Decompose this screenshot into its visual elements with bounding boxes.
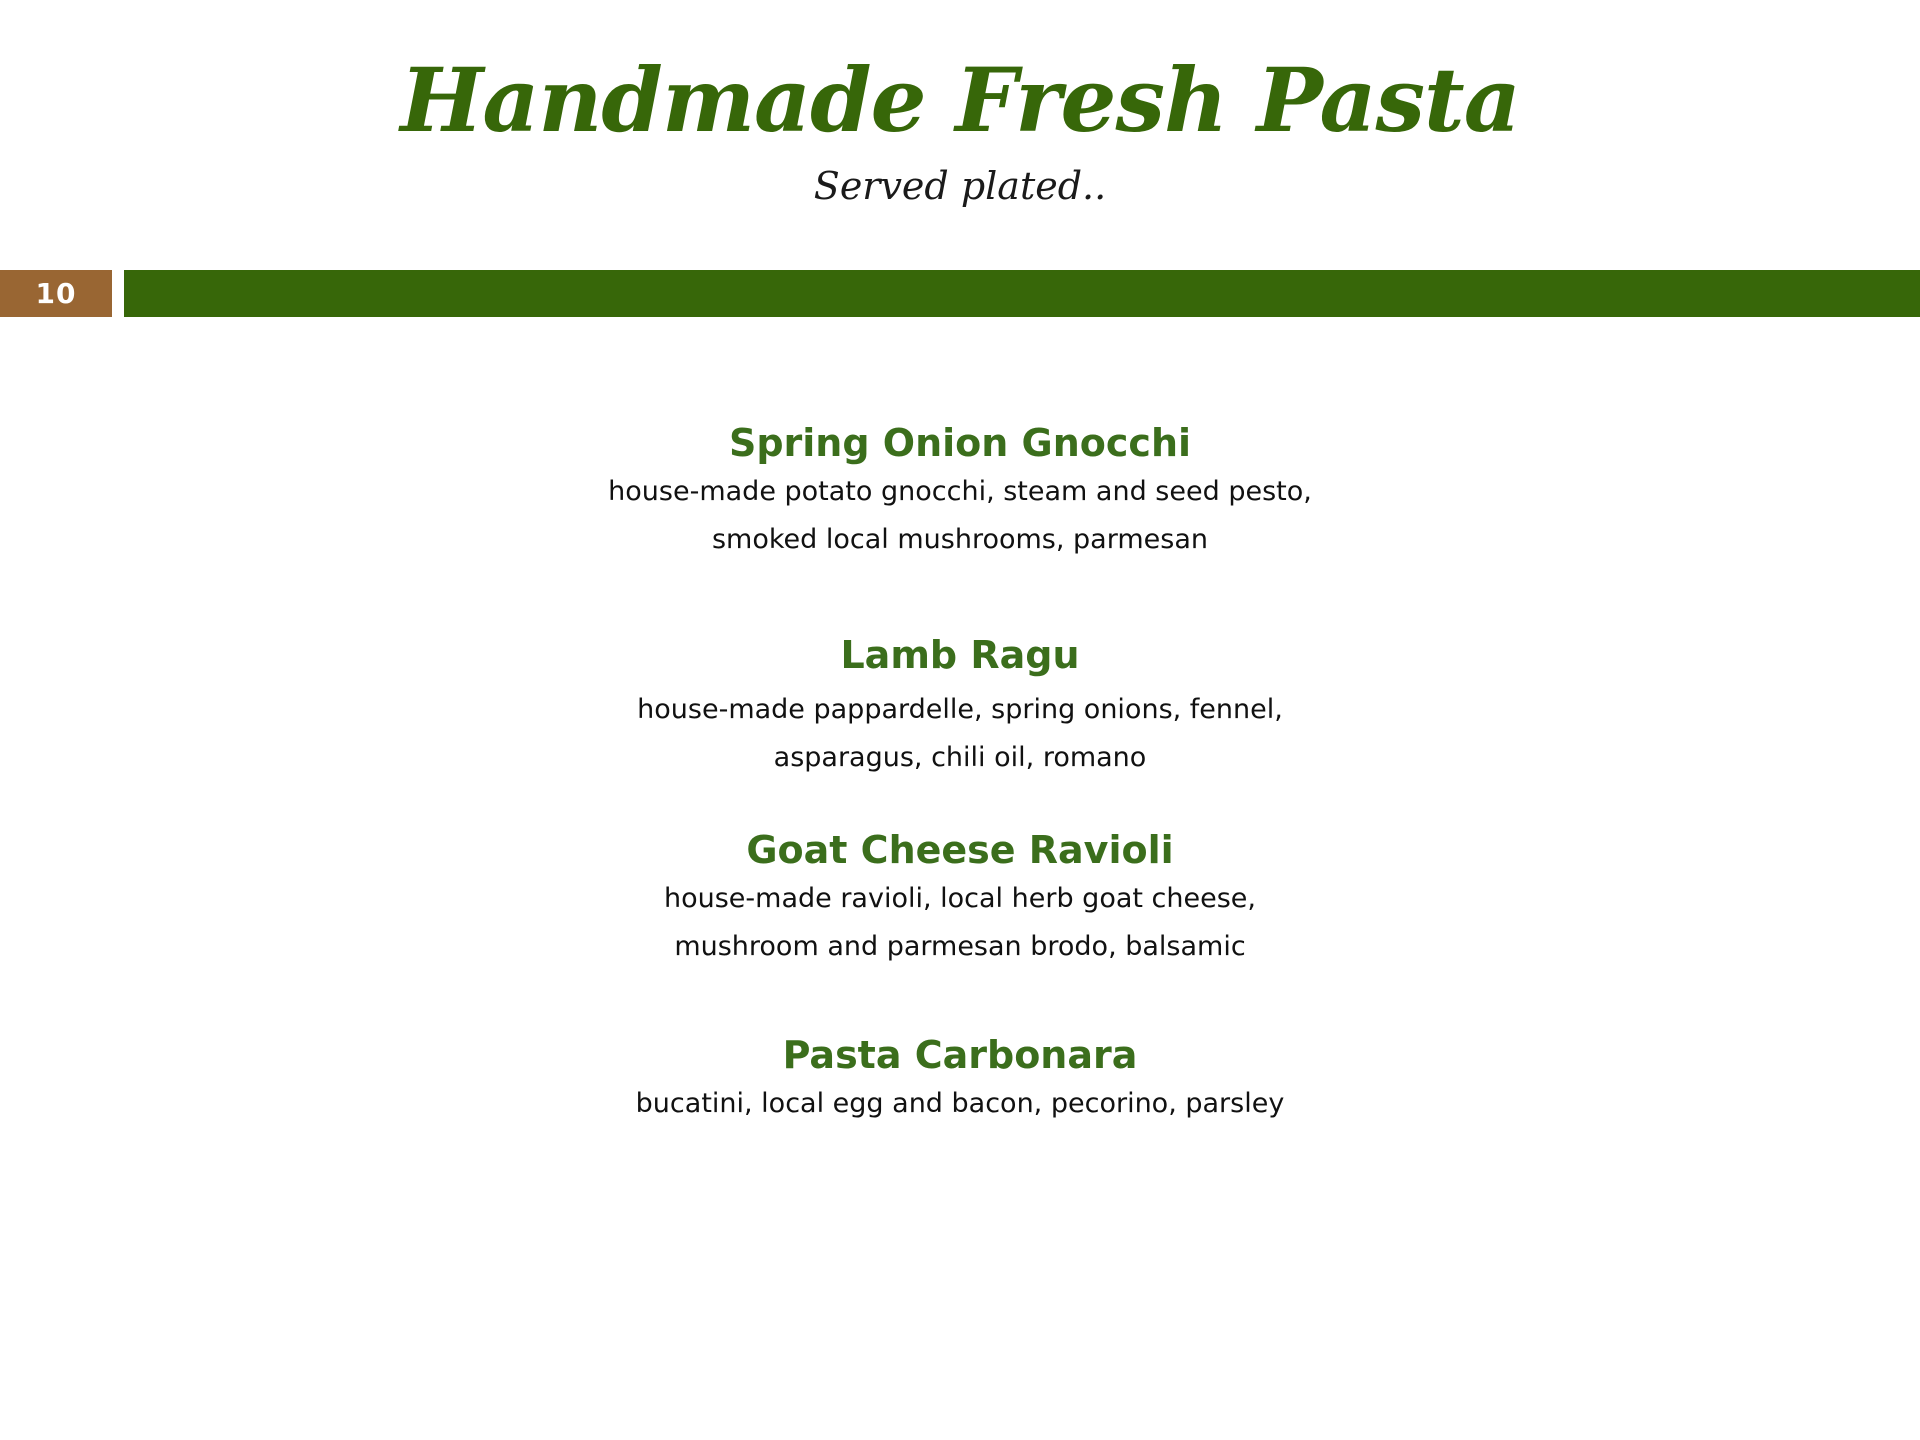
header-divider-bar [124,270,1920,317]
menu-item [0,1030,1920,1128]
page-number-badge [0,270,112,317]
menu-item-name: Lamb Ragu [840,633,1080,677]
menu-item-name: Goat Cheese Ravioli [746,828,1174,872]
menu-item-name: Spring Onion Gnocchi [728,421,1192,465]
page-title: Handmade Fresh Pasta [400,48,1520,152]
slide-header [0,0,1920,260]
menu-item [0,418,1920,564]
menu-item-description-line: mushroom and parmesan brodo, balsamic [674,931,1246,962]
menu-item-description-line: smoked local mushrooms, parmesan [711,524,1208,555]
menu-item-description-line: house-made potato gnocchi, steam and seed pesto, [608,476,1312,507]
menu-item-description-line: house-made ravioli, local herb goat cheese, [663,883,1256,914]
menu-item-description-line: bucatini, local egg and bacon, pecorino, parsley [635,1088,1285,1119]
menu-item-description-line: house-made pappardelle, spring onions, fennel, [637,694,1283,725]
menu-item-description-line: asparagus, chili oil, romano [773,742,1147,773]
page-number: 10 [35,277,77,310]
menu-item [0,825,1920,971]
menu-item-name: Pasta Carbonara [782,1033,1138,1077]
menu-item [0,630,1920,782]
page-subtitle: Served plated.. [813,164,1107,208]
